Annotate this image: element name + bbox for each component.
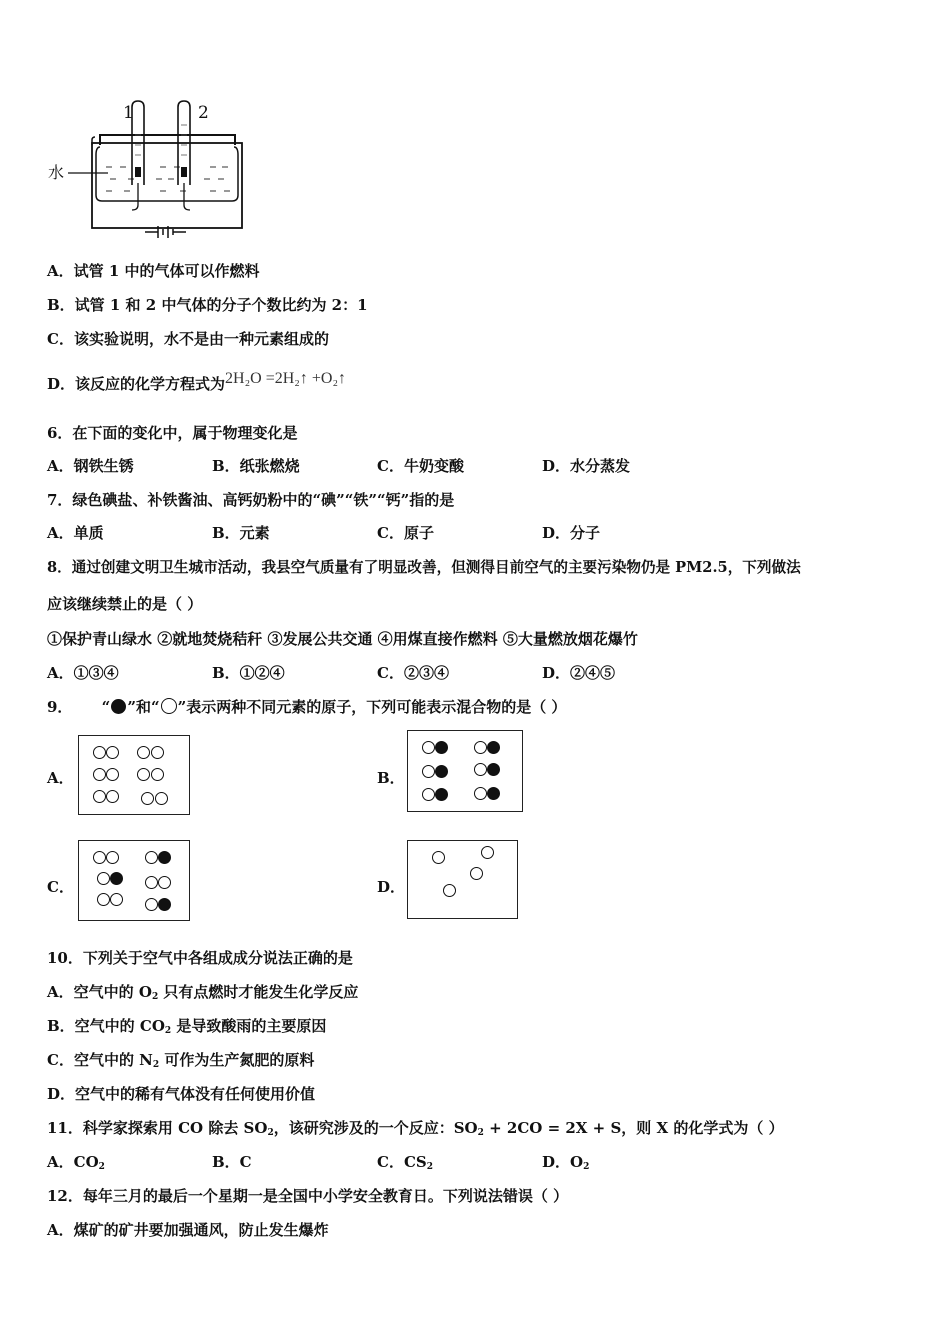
q11-sub-1: 2 [267, 1128, 274, 1138]
atom [151, 746, 164, 759]
q10-b-text: B．空气中的 CO [47, 1017, 165, 1035]
q10-option-b [47, 1016, 326, 1041]
atom [145, 898, 158, 911]
q11-a-sub: 2 [98, 1162, 105, 1172]
atom [93, 768, 106, 781]
q7-option-c: C．原子 [377, 524, 434, 542]
q9-option-d-diagram [407, 840, 518, 919]
q8-items: ①保护青山绿水 ②就地焚烧秸秆 ③发展公共交通 ④用煤直接作燃料 ⑤大量燃放烟花爆竹 [47, 630, 638, 648]
q11-c-text: C．CS [377, 1153, 427, 1171]
q11-option-c [377, 1152, 433, 1177]
q9-option-c-label: C． [47, 878, 74, 896]
atom [106, 851, 119, 864]
q9-option-c-diagram [78, 840, 190, 921]
q6-option-b: B．纸张燃烧 [212, 457, 300, 475]
atom [93, 790, 106, 803]
atom [141, 792, 154, 805]
q9-option-a-diagram [78, 735, 190, 815]
q8-option-a: A．①③④ [47, 664, 119, 682]
atom [145, 851, 158, 864]
atom [443, 884, 456, 897]
q11-option-a [47, 1152, 105, 1177]
q10-stem: 10．下列关于空气中各组成成分说法正确的是 [47, 949, 353, 967]
q12-stem: 12．每年三月的最后一个星期一是全国中小学安全教育日。下列说法错误（ ） [47, 1187, 569, 1205]
tube-1-label: 1 [123, 103, 134, 123]
atom [106, 768, 119, 781]
atom [145, 876, 158, 889]
q11-stem-b: ，该研究涉及的一个反应：SO [273, 1119, 478, 1137]
q7-option-b: B．元素 [212, 524, 270, 542]
q11-stem [47, 1118, 784, 1143]
atom [97, 872, 110, 885]
water-label: 水 [48, 163, 65, 182]
q9-stem [47, 697, 566, 717]
atom [481, 846, 494, 859]
atom [110, 893, 123, 906]
q9-quote-open: “ [101, 698, 111, 716]
q9-stem-middle: ”和“ [127, 698, 160, 716]
atom [422, 765, 435, 778]
atom [158, 876, 171, 889]
q5-option-b: B．试管 1 和 2 中气体的分子个数比约为 2：1 [47, 296, 368, 314]
q10-b-rest: 是导致酸雨的主要原因 [171, 1017, 327, 1035]
black-atom-icon [111, 699, 126, 714]
atom [106, 746, 119, 759]
white-atom-icon [161, 698, 177, 714]
q11-stem-a: 11．科学家探索用 CO 除去 SO [47, 1119, 268, 1137]
atom [93, 746, 106, 759]
q11-option-d [542, 1152, 589, 1177]
q5-option-c: C．该实验说明，水不是由一种元素组成的 [47, 330, 329, 348]
q10-option-d: D．空气中的稀有气体没有任何使用价值 [47, 1085, 316, 1103]
q9-stem-rest: ”表示两种不同元素的原子，下列可能表示混合物的是（ ） [177, 698, 567, 716]
atom [158, 851, 171, 864]
q9-number: 9． [47, 698, 73, 716]
atom [474, 787, 487, 800]
q10-c-rest: 可作为生产氮肥的原料 [159, 1051, 315, 1069]
q10-b-sub: 2 [164, 1026, 172, 1036]
q10-c-text: C．空气中的 N [47, 1051, 153, 1069]
q6-stem: 6．在下面的变化中，属于物理变化是 [47, 424, 298, 442]
q11-d-text: D．O [542, 1153, 584, 1171]
q5-option-d [47, 370, 347, 395]
q6-option-a: A．钢铁生锈 [47, 457, 134, 475]
tube-2-label: 2 [198, 103, 209, 123]
atom [422, 788, 435, 801]
q6-option-c: C．牛奶变酸 [377, 457, 464, 475]
q5-option-a: A．试管 1 中的气体可以作燃料 [47, 262, 260, 280]
atom [474, 741, 487, 754]
q10-a-sub: 2 [151, 992, 159, 1002]
q8-stem-line1: 8．通过创建文明卫生城市活动，我县空气质量有了明显改善，但测得目前空气的主要污染物仍是 PM2.5，下列做法 [47, 559, 801, 576]
q9-option-b-label: B． [377, 769, 405, 787]
atom [435, 765, 448, 778]
atom [474, 763, 487, 776]
q8-option-c: C．②③④ [377, 664, 449, 682]
atom [158, 898, 171, 911]
atom [110, 872, 123, 885]
q7-option-a: A．单质 [47, 524, 104, 542]
q11-a-text: A．CO [47, 1153, 99, 1171]
atom [93, 851, 106, 864]
atom [432, 851, 445, 864]
atom [435, 788, 448, 801]
atom [97, 893, 110, 906]
q8-option-d: D．②④⑤ [542, 664, 616, 682]
q10-a-rest: 只有点燃时才能发生化学反应 [158, 983, 359, 1001]
q10-a-text: A．空气中的 O [47, 983, 152, 1001]
q9-option-d-label: D． [377, 878, 406, 896]
q9-option-a-label: A． [47, 769, 74, 787]
q9-option-b-diagram [407, 730, 523, 812]
q11-option-b: B．C [212, 1153, 252, 1171]
atom [487, 741, 500, 754]
q6-option-d: D．水分蒸发 [542, 457, 631, 475]
electrolysis-apparatus [40, 95, 250, 245]
atom [137, 746, 150, 759]
q7-stem: 7．绿色碘盐、补铁酱油、高钙奶粉中的“碘”“铁”“钙”指的是 [47, 491, 455, 509]
q8-option-b: B．①②④ [212, 664, 285, 682]
q12-option-a: A．煤矿的矿井要加强通风，防止发生爆炸 [47, 1221, 329, 1239]
atom [155, 792, 168, 805]
q5-option-d-text: D．该反应的化学方程式为 [47, 375, 226, 393]
q11-d-sub: 2 [583, 1162, 590, 1172]
q11-c-sub: 2 [426, 1162, 433, 1172]
q10-option-c [47, 1050, 314, 1075]
atom [470, 867, 483, 880]
q11-sub-2: 2 [477, 1128, 484, 1138]
atom [487, 763, 500, 776]
atom [435, 741, 448, 754]
q10-c-sub: 2 [152, 1060, 160, 1070]
atom [137, 768, 150, 781]
q10-option-a [47, 982, 358, 1007]
q8-stem-line2: 应该继续禁止的是（ ） [47, 595, 203, 613]
atom [422, 741, 435, 754]
atom [487, 787, 500, 800]
battery-label [138, 216, 158, 236]
atom [151, 768, 164, 781]
q5-equation: 2H₂O =2H₂↑ +O₂↑ [225, 370, 347, 387]
q11-stem-c: + 2CO = 2X + S，则 X 的化学式为（ ） [483, 1119, 784, 1137]
atom [106, 790, 119, 803]
q7-option-d: D．分子 [542, 524, 601, 542]
